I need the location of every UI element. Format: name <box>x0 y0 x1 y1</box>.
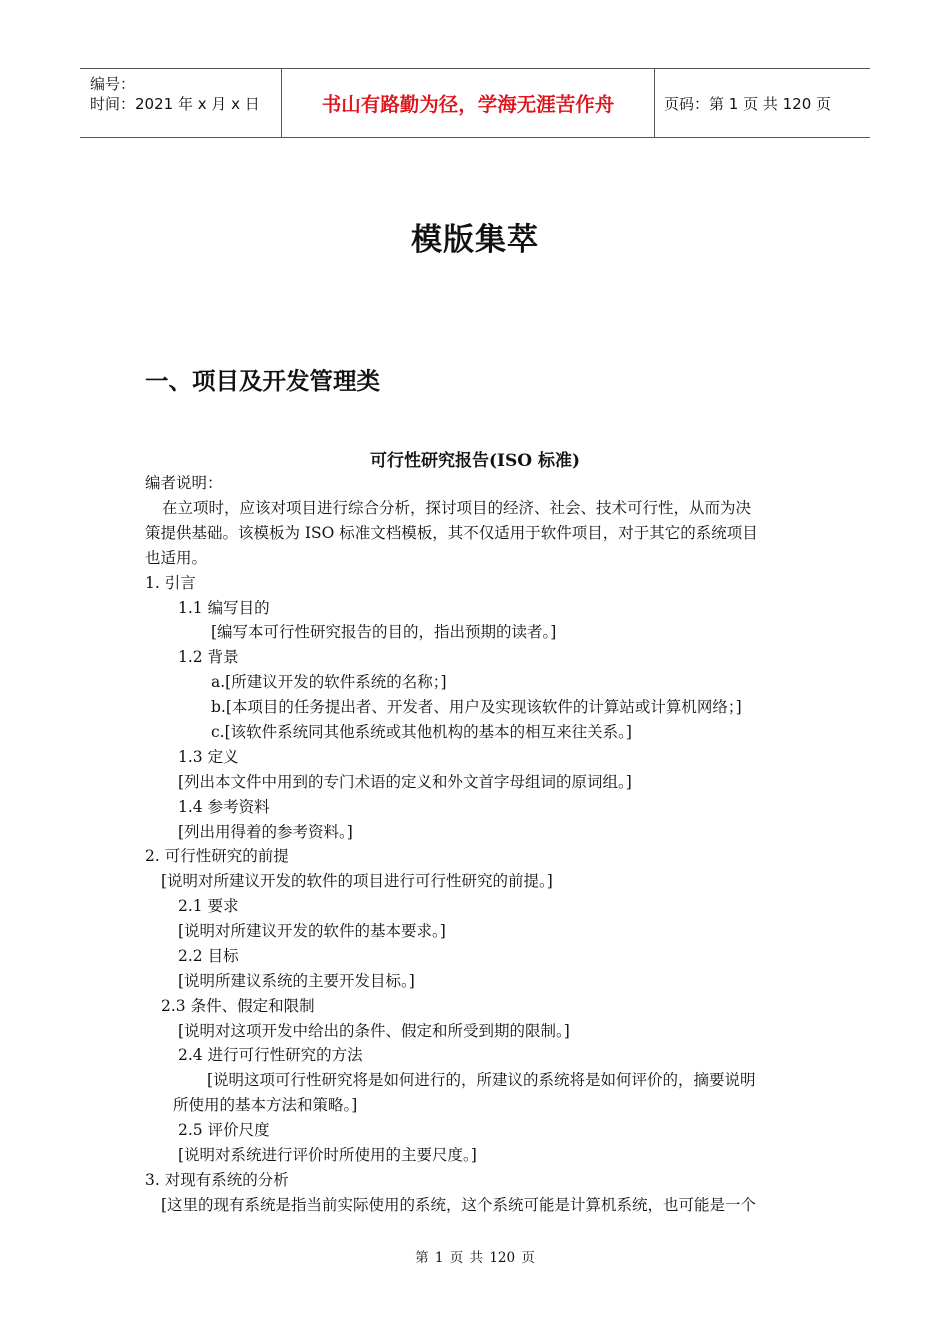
body-line: 2.3 条件、假定和限制 <box>161 997 315 1015</box>
body-line: 2. 可行性研究的前提 <box>145 847 289 865</box>
body-line: [列出用得着的参考资料。] <box>178 823 353 841</box>
body-line: 1. 引言 <box>145 574 196 592</box>
time-label: 时间：2021 年 x 月 x 日 <box>90 95 260 113</box>
body-line: [说明对所建议开发的软件的项目进行可行性研究的前提。] <box>161 872 553 890</box>
body-line: 编者说明： <box>145 474 223 492</box>
header-motto: 书山有路勤为径，学海无涯苦作舟 <box>281 69 655 137</box>
body-line: [说明对所建议开发的软件的基本要求。] <box>178 922 446 940</box>
body-line: 1.4 参考资料 <box>178 798 270 816</box>
page-footer: 第 1 页 共 120 页 <box>415 1250 535 1266</box>
body-line: c.[该软件系统同其他系统或其他机构的基本的相互来往关系。] <box>211 723 632 741</box>
body-line: [列出本文件中用到的专门术语的定义和外文首字母组词的原词组。] <box>178 773 632 791</box>
body-line: a.[所建议开发的软件系统的名称；] <box>211 673 447 691</box>
body-line: 1.1 编写目的 <box>178 599 270 617</box>
body-line: b.[本项目的任务提出者、开发者、用户及实现该软件的计算站或计算机网络；] <box>211 698 742 716</box>
body-line: [编写本可行性研究报告的目的，指出预期的读者。] <box>211 623 557 641</box>
body-line: 2.5 评价尺度 <box>178 1121 270 1139</box>
body-line: 2.4 进行可行性研究的方法 <box>178 1046 363 1064</box>
body-line: 策提供基础。该模板为 ISO 标准文档模板，其不仅适用于软件项目，对于其它的系统项目 <box>145 524 758 542</box>
body-line: [说明所建议系统的主要开发目标。] <box>178 972 415 990</box>
header-meta-cell <box>80 69 281 137</box>
number-label: 编号： <box>90 75 136 93</box>
body-line: 所使用的基本方法和策略。] <box>173 1096 358 1114</box>
body-line: [说明这项可行性研究将是如何进行的，所建议的系统将是如何评价的，摘要说明 <box>207 1071 756 1089</box>
body-line: 也适用。 <box>145 549 208 567</box>
header-page-info: 页码：第 1 页 共 120 页 <box>664 94 832 113</box>
body-line: 3. 对现有系统的分析 <box>145 1171 289 1189</box>
body-line: [说明对这项开发中给出的条件、假定和所受到期的限制。] <box>178 1022 570 1040</box>
section-title: 一、项目及开发管理类 <box>145 367 380 395</box>
body-line: [这里的现有系统是指当前实际使用的系统，这个系统可能是计算机系统，也可能是一个 <box>161 1196 757 1214</box>
document-title: 模版集萃 <box>411 222 539 258</box>
document-header <box>80 68 870 138</box>
body-line: 在立项时，应该对项目进行综合分析，探讨项目的经济、社会、技术可行性，从而为决 <box>162 499 752 517</box>
report-title: 可行性研究报告(ISO 标准) <box>369 451 581 471</box>
body-line: 1.2 背景 <box>178 648 239 666</box>
body-line: 1.3 定义 <box>178 748 239 766</box>
body-line: 2.1 要求 <box>178 897 239 915</box>
body-line: 2.2 目标 <box>178 947 239 965</box>
body-line: [说明对系统进行评价时所使用的主要尺度。] <box>178 1146 477 1164</box>
